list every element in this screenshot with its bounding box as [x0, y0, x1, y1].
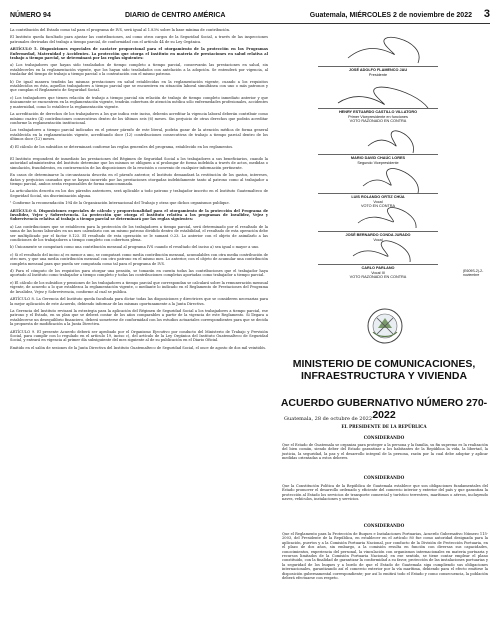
signature-block: HENRY ESTUARDO CASTILLO VILLATORO Primer Vicepresidente en funciones VOTO RAZONADO EN CONTRA: [278, 108, 478, 124]
article-6-heading: ARTÍCULO 6. Disposiciones especiales de cálculo y proporcionalidad para el otorgamiento de la protección del Programa de Invalidez, Vejez y Sobrevivencia. La protección que otorga el Instituto relativa a los programas de Invalidez, Vejez y Sobrevivencia relativa al trabajo a tiempo parcial se determinará por las reglas siguientes:: [10, 208, 268, 222]
signature-block: CARLO PARLANO Vocal III VOTO RAZONADO EN CONTRA: [278, 264, 478, 280]
ministry-title: MINISTERIO DE COMUNICACIONES, INFRAESTRUCTURA Y VIVIENDA: [292, 358, 476, 382]
paragraph: En casos de determinarse la circunstancia descrita en el párrafo anterior, el Instituto demandará la restitución de los gastos, intereses, daños y perjuicios causados que se hayan incurrido por las prestaciones otorgadas indebidamente tanto al patrono como al trabajador a tiempo parcial, ambos serán responsables de forma mancomunada.: [10, 173, 268, 186]
issue-number: NÚMERO 94: [10, 12, 51, 19]
signature-block: MARIO DAVID CHAÚC LORES Segundo Vicepresidente: [278, 154, 478, 165]
paragraph: La articulación descrita en los dos párrafos anteriores, será aplicable a todo patrono y trabajador inscrito en el Instituto Guatemalteco de Seguridad Social, sin discriminación alguna.: [10, 189, 268, 198]
coat-of-arms-icon: [365, 306, 405, 346]
considerando-text: Que el Estado de Guatemala se organiza para proteger a la persona y la familia, su fin supremo es la realización del bien común, siendo deber del Estado garantizar a los habitantes de la República la vida, la libertad, la justicia, la seguridad, la paz y el desarrollo integral de la persona, razón por la cual debe adoptar y aplicar medidas orientadas a estos deberes.: [282, 443, 488, 461]
signature-block: JOSÉ ADOLFO FLAMENCO JAU Presidente: [278, 66, 478, 77]
paragraph: ARTÍCULO 9. El presente Acuerdo deberá ser aprobado por el Organismo Ejecutivo por conducto del Ministerio de Trabajo y Previsión Social, para cumplir con lo regulado en el artículo 19, inciso c), del artículo de la Ley Orgánica del Instituto Guatemalteco de Seguridad Social, y entrará en vigencia al primer día subsiguiente del mes siguiente al de su publicación en el Diario Oficial.: [10, 329, 268, 343]
considerando-text: Que el Reglamento para la Protección de Buques e Instalaciones Portuarias, Acuerdo Gubernativo Número 115-2003, del Presidente de la República, en establecer en el artículo 80 fue como autoridad designada para la aplicación, puertos y a la Comisión Portuaria Nacional, por conducto de la División de Protección Portuaria, en el plazo de dos años, sin embargo, a la comisión resulta en función con diversas sus capacidades, conocimientos, experiencia del personal, la vinculación con organismos internacionales en materia portuaria y recursos limitados de la Comisión Portuaria Nacional; en ese sentido, se tiene contar emplear el plano constituido, con la finalidad de garantizar la conformidad a su favor, protección de las instalaciones portuarias y la seguridad de los buques y a bordo de que el Estado de Guatemala siga cumpliendo sus obligaciones internacionales, garantizando así el comercio exterior por la vía marítima, debiendo para el efecto emitirse la disposición gubernamental correspondiente; por así lo emitirá todo el Estado y como consecuencia, la población deberá efectuarse con respeto.: [282, 532, 488, 581]
paragraph: d) El cálculo de los subsidios se determinará conforme las reglas generales del programa, establecido en los reglamentos.: [10, 144, 234, 149]
paragraph: b) Únicamente se computará como una contribución mensual al programa IVS cuando el resultado del inciso a) sea igual o mayor a uno.: [10, 245, 260, 250]
page-header: [10, 8, 490, 22]
header-rule: [10, 23, 490, 24]
page-number: 3: [483, 8, 490, 20]
paragraph: El Instituto queda facultado para ajustar las contribuciones, así como otros cargos de la Seguridad Social, a través de las inspecciones patronales derivadas del trabajo a tiempo parcial, de conformidad con el artículo 44 de su Ley Orgánica.: [10, 35, 268, 44]
paragraph: d) Para el cómputo de los requisitos para otorgar una pensión, se tomarán en cuenta todas las contribuciones que el trabajador haya aportado al Instituto como trabajador a tiempo completo y todas las contribuciones completas aportadas como trabajador a tiempo parcial.: [10, 269, 268, 278]
paragraph: ARTÍCULO 8. La Gerencia del Instituto queda facultada para dictar todas las disposiciones y directrices que se consideren necesarias para la mejor aplicación de este Acuerdo, debiendo informar de las mismas oportunamente a la Junta Directiva.: [10, 297, 268, 306]
paragraph: El Instituto responderá de inmediato las prestaciones del Régimen de Seguridad Social a los trabajadores a sus beneficiarios, cuando la autoridad administrativa del Instituto determine que los mismos se obliguen a sí prolongar de forma indebida a través de actos, medidas o simulación, fraudulentos, en contravención de las disposiciones de la rescisión o convenio de cualquier información pertinente.: [10, 156, 268, 170]
paragraph: La contribución del Estado como tal para el programa de IVS, será igual al 1.83% sobre la base mínima de contribución.: [10, 28, 231, 32]
paragraph: La acreditación de derechos de los trabajadores a los que indica este inciso, deberán acreditar la vigencia laboral deberán contribuir como mínimo cuatro (4) contribuciones consecutivas dentro de los últimos seis (6) meses. Sin perjuicio de otras derechos que podrán acreditar conforme la reglamentación institucional.: [10, 112, 268, 125]
considerando-heading: CONSIDERANDO: [363, 475, 405, 480]
signature-block: LUIS ROLANDO ORTIZ CHÚA Vocal VOTO EN CONTRA: [278, 193, 478, 209]
left-column: [10, 28, 268, 614]
considerando-text: Que la Constitución Política de la República de Guatemala establece que son obligaciones fundamentales del Estado promover el desarrollo ordenado y eficiente del comercio interior y exterior del país y que garantiza la protección al Estado los servicios de transporte comercial y turístico terrestres, marítimos o aéreos, incluyendo naves, vehículos, instalaciones y servicios.: [282, 484, 488, 502]
paragraph: c) Los trabajadores que tienen relación de trabajo a tiempo parcial sin relación de trabajo de tiempo completo inmediato anterior y que únicamente se encuentren en la reglamentación vigente, tendrán cobertura de atención médica sólo enfermedades profesionales, accidentes y maternidad, como lo establece la reglamentación vigente.: [10, 95, 268, 109]
considerando-heading: CONSIDERANDO: [363, 523, 405, 528]
paragraph: a) Las contribuciones que se establecen para la protección de los trabajadores a tiempo parcial, será determinado por el resultado de la suma de las horas laborales en un mes calendario con un mismo patrono dividido dentro de estabilidad, el resultado de esta operación debe ser multiplicado por el factor 0.123. El resultado de esta operación se le sumará 0.23. Lo anterior con el objeto de asimilarlo a las condiciones de los trabajadores a tiempo completo con cobertura plena.: [10, 224, 268, 243]
paragraph: e) El cálculo de los subsidios y pensiones de los trabajadores a tiempo parcial que correspondan se calculará sobre la remuneración mensual vigente, de acuerdo a lo que establezca la reglamentación vigente, o mediante lo indicado en el Reglamento de Prestaciones del Programa de Invalidez, Vejez y Sobrevivencia, conforme al cual se publica.: [10, 280, 268, 294]
president-line: EL PRESIDENTE DE LA REPÚBLICA: [341, 424, 427, 429]
paragraph: La Gerencia del Instituto revisará la estrategia para la aplicación del Régimen de Seguridad Social a los trabajadores a tiempo parcial, ese patrono y el Estado, en su plan que se deberá contar de los años comparables a partir de la vigencia de este Reglamento. Si llegara a establecerse un desequilibrio financiero, deberá someterse de conformidad con los estudios actuariales correspondientes para que se decida la propuesta de modificación a la Junta Directiva.: [10, 308, 268, 327]
paragraph: Los trabajadores a tiempo parcial indicados en el primer párrafo de este literal, podrán gozar de la atención médica de forma general establecida en la reglamentación vigente, acreditando doce (12) contribuciones consecutivas de trabajo a tiempo parcial dentro de los últimos doce (12) meses.: [10, 128, 268, 142]
paragraph: b) De igual manera tendrán las mismas prestaciones en salud establecidas en la reglamentación vigente, cuando a los requisitos establecidos en ésta, aquellos trabajadores a tiempo parcial que se encuentren en situación laboral simultánea con uno o más patronos y que cumplan el Reglamento de Seguridad Social.: [10, 79, 268, 93]
considerando-heading: CONSIDERANDO: [363, 435, 405, 440]
right-column: [278, 28, 490, 614]
issue-date: Guatemala, MIÉRCOLES 2 de noviembre de 2022: [309, 12, 472, 19]
article-5-heading: ARTÍCULO 5. Disposiciones especiales de carácter proporcional para el otorgamiento de la protección en los Programas Enfermedad, Maternidad y Accidentes. La protección que otorga el Instituto en materia de prestaciones en salud relativa al trabajo a tiempo parcial, se determinará por las reglas siguientes:: [10, 47, 268, 61]
footnote: ¹ Conforme la recomendación 194 de la Organización Internacional del Trabajo y otras que dichos organismos publique.: [10, 201, 230, 206]
newspaper-name: DIARIO de CENTRO AMÉRICA: [125, 12, 226, 19]
paragraph: a) Los trabajadores que hayan sido trasladados de tiempo completo a tiempo parcial, conservarán las prestaciones en salud, sin establecerles en la reglamentación vigente, que los hayan sido trasladados con antelación a la adopción. Se entenderá por vigencia, al trasladar del tiempo de trabajo a tiempo parcial o la contratación con el mismo patrono.: [10, 63, 268, 77]
closing-paragraph: Emitido en el salón de sesiones de la Junta Directiva del Instituto Guatemalteco de Seguridad Social, el once de agosto de dos mil veintidós.: [10, 345, 267, 350]
acuerdo-title: ACUERDO GUBERNATIVO NÚMERO 270-2022: [280, 397, 488, 421]
reference-code: (E609S-2)-2-noviembre: [463, 269, 484, 277]
signature-block: JOSÉ BERNARDO CONDA JURADO Vocal: [278, 231, 478, 242]
acuerdo-date: Guatemala, 28 de octubre de 2022: [284, 416, 372, 422]
paragraph: c) Si el resultado del inciso a) es menor a uno, se computará como media contribución mensual, acumulables con otra media contribución de otro mes, y que una media contribución mensual con otro patrono en el mismo mes. Lo anterior, con el objeto de acumular una contribución completa mensual para que pueda ser computada como tal para el programa de IVS.: [10, 252, 268, 266]
